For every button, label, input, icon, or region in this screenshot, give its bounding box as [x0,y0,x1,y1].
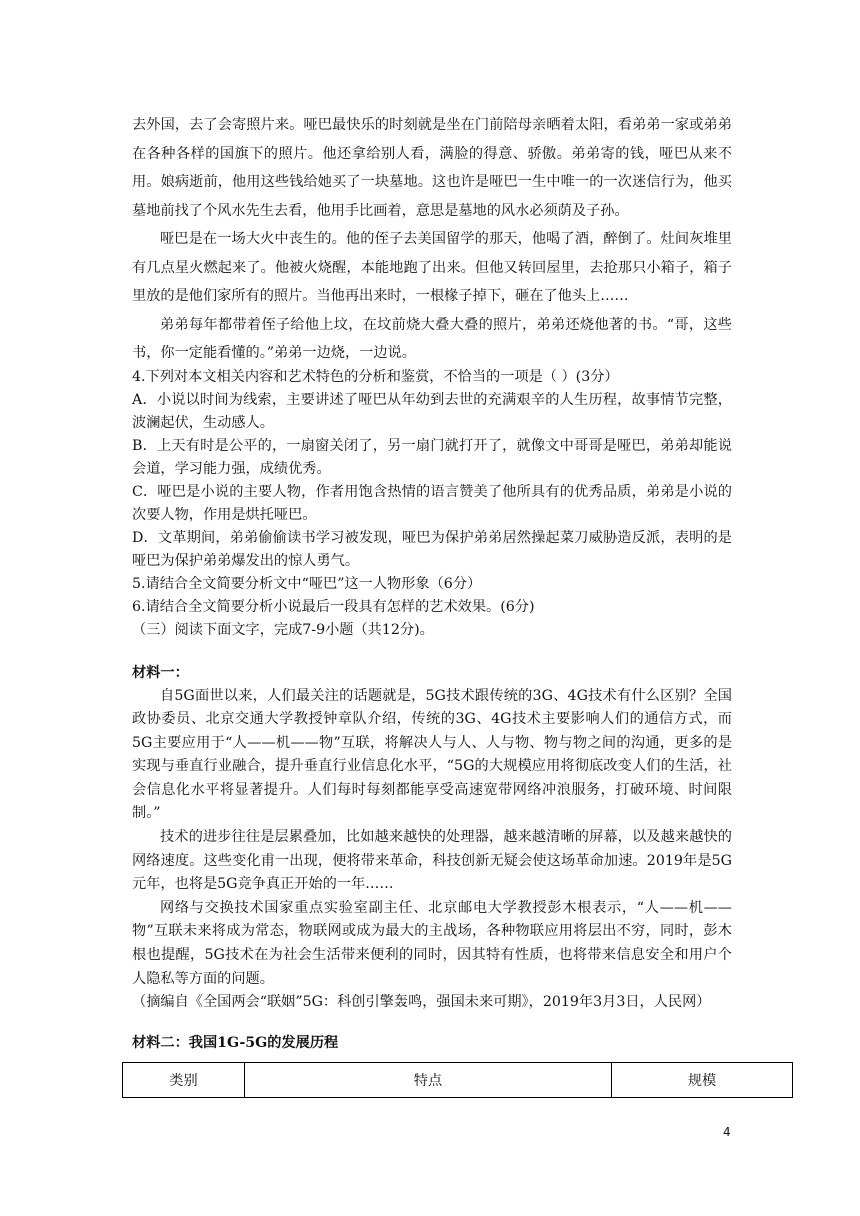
question-6: 6.请结合全文简要分析小说最后一段具有怎样的艺术效果。(6分) [132,598,535,615]
question-4: 4.下列对本文相关内容和艺术特色的分析和鉴赏，不恰当的一项是（ ）(3分） [132,368,619,385]
material-1-paragraph-2: 技术的进步往往是层累叠加，比如越来越快的处理器，越来越清晰的屏幕，以及越来越快的网络速度。这些变化甫一出现，便将带来革命，科技创新无疑会使这场革命加速。2019年是5G元年，也将是5G竞争真正开始的一年…… [132,829,732,893]
question-4-option-b: B．上天有时是公平的，一扇窗关闭了，另一扇门就打开了，就像文中哥哥是哑巴，弟弟却能说会道，学习能力强，成绩优秀。 [132,437,732,477]
page-content [132,111,732,1055]
section-3-heading: （三）阅读下面文字，完成7-9小题（共12分)。 [132,621,434,638]
development-table [122,1062,793,1098]
question-4-option-d: D．文革期间，弟弟偷偷读书学习被发现，哑巴为保护弟弟居然操起菜刀威胁造反派，表明的是哑巴为保护弟弟爆发出的惊人勇气。 [132,529,732,569]
table-header-category: 类别 [123,1063,245,1098]
question-5: 5.请结合全文简要分析文中“哑巴”这一人物形象（6分） [132,575,482,592]
material-1-title: 材料一： [132,664,189,681]
question-4-option-a: A．小说以时间为线索，主要讲述了哑巴从年幼到去世的充满艰辛的人生历程，故事情节完整，波澜起伏，生动感人。 [132,391,732,431]
material-1-source: （摘编自《全国两会“联姻”5G：科创引擎轰鸣，强国未来可期》，2019年3月3日，人民网） [132,994,711,1011]
table-header-features: 特点 [245,1063,612,1098]
story-paragraph-2: 哑巴是在一场大火中丧生的。他的侄子去美国留学的那天，他喝了酒，醉倒了。灶间灰堆里有几点星火燃起来了。他被火烧醒，本能地跑了出来。但他又转回屋里，去抢那只小箱子，箱子里放的是他们家所有的照片。当他再出来时，一根椽子掉下，砸在了他头上…… [132,231,732,304]
story-paragraph-3: 弟弟每年都带着侄子给他上坟，在坟前烧大叠大叠的照片，弟弟还烧他著的书。“哥，这些书，你一定能看懂的。”弟弟一边烧，一边说。 [132,316,732,361]
page-number: 4 [723,1125,731,1139]
material-2-title: 材料二：我国1G-5G的发展历程 [132,1034,339,1051]
story-paragraph-1: 去外国，去了会寄照片来。哑巴最快乐的时刻就是坐在门前陪母亲晒着太阳，看弟弟一家或弟弟在各种各样的国旗下的照片。他还拿给别人看，满脸的得意、骄傲。弟弟寄的钱，哑巴从来不用。娘病逝前，他用这些钱给她买了一块墓地。这也许是哑巴一生中唯一的一次迷信行为，他买墓地前找了个风水先生去看，他用手比画着，意思是墓地的风水必须荫及子孙。 [132,117,732,219]
table-header-scale: 规模 [612,1063,793,1098]
table-header-row [123,1063,793,1098]
material-1-paragraph-1: 自5G面世以来，人们最关注的话题就是，5G技术跟传统的3G、4G技术有什么区别？全国政协委员、北京交通大学教授钟章队介绍，传统的3G、4G技术主要影响人们的通信方式，而5G主要应用于“人——机——物”互联，将解决人与人、人与物、物与物之间的沟通，更多的是实现与垂直行业融合，提升垂直行业信息化水平，“5G的大规模应用将彻底改变人们的生活，社会信息化水平将显著提升。人们每时每刻都能享受高速宽带网络冲浪服务，打破环境、时间限制。” [132,687,732,822]
material-1-paragraph-3: 网络与交换技术国家重点实验室副主任、北京邮电大学教授彭木根表示，“人——机——物”互联未来将成为常态，物联网或成为最大的主战场，各种物联应用将层出不穷，同时，彭木根也提醒，5G技术在为社会生活带来便利的同时，因其特有性质，也将带来信息安全和用户个人隐私等方面的问题。 [132,899,732,987]
question-4-option-c: C．哑巴是小说的主要人物，作者用饱含热情的语言赞美了他所具有的优秀品质，弟弟是小说的次要人物，作用是烘托哑巴。 [132,483,732,523]
